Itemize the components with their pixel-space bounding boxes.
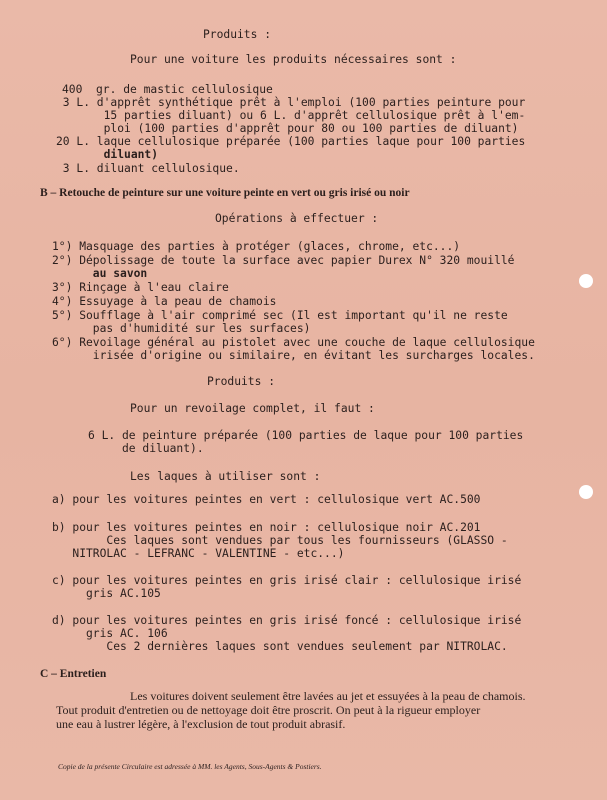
operation-item: 3°) Rinçage à l'eau claire bbox=[52, 281, 229, 294]
laque-item: b) pour les voitures peintes en noir : cellulosique noir AC.201 bbox=[52, 521, 481, 534]
punch-hole-icon bbox=[579, 485, 593, 499]
entretien-text: Les voitures doivent seulement être lavées au jet et essuyées à la peau de chamois. bbox=[130, 689, 526, 703]
product-line: ploi (100 parties d'apprêt pour 80 ou 100 parties de diluant) bbox=[56, 122, 519, 135]
entretien-text: une eau à lustrer légère, à l'exclusion de tout produit abrasif. bbox=[56, 717, 346, 731]
laque-item: NITROLAC - LEFRANC - VALENTINE - etc...) bbox=[52, 547, 345, 560]
operation-item: pas d'humidité sur les surfaces) bbox=[52, 322, 311, 335]
product-line: de diluant). bbox=[88, 442, 204, 455]
produits-heading-1: Produits : bbox=[203, 28, 272, 41]
laque-item: gris AC.105 bbox=[52, 587, 161, 600]
operation-item: 2°) Dépolissage de toute la surface avec papier Durex N° 320 mouillé bbox=[52, 254, 515, 267]
product-line: 3 L. d'apprêt synthétique prêt à l'emploi (100 parties peinture pour bbox=[56, 96, 526, 109]
operation-item: 1°) Masquage des parties à protéger (glaces, chrome, etc...) bbox=[52, 240, 461, 253]
intro-text-2: Pour un revoilage complet, il faut : bbox=[130, 402, 375, 415]
operations-heading: Opérations à effectuer : bbox=[215, 212, 379, 225]
laque-item: gris AC. 106 bbox=[52, 627, 168, 640]
operation-item: 4°) Essuyage à la peau de chamois bbox=[52, 295, 277, 308]
product-line: diluant) bbox=[56, 148, 159, 161]
product-line: 20 L. laque cellulosique préparée (100 parties laque pour 100 parties bbox=[56, 135, 526, 148]
footer-note: Copie de la présente Circulaire est adressée à MM. les Agents, Sous-Agents & Postiers. bbox=[58, 762, 322, 771]
section-c-title: C – Entretien bbox=[40, 668, 107, 680]
laque-item: Ces laques sont vendues par tous les fournisseurs (GLASSO - bbox=[52, 534, 508, 547]
operation-item: irisée d'origine ou similaire, en évitant les surcharges locales. bbox=[52, 349, 535, 362]
laques-heading: Les laques à utiliser sont : bbox=[130, 470, 321, 483]
product-line: 6 L. de peinture préparée (100 parties de laque pour 100 parties bbox=[88, 429, 524, 442]
laque-item: Ces 2 dernières laques sont vendues seulement par NITROLAC. bbox=[52, 640, 508, 653]
product-line: 3 L. diluant cellulosique. bbox=[56, 162, 240, 175]
produits-heading-2: Produits : bbox=[207, 375, 276, 388]
intro-text-1: Pour une voiture les produits nécessaires sont : bbox=[130, 53, 457, 66]
product-line: 15 parties diluant) ou 6 L. d'apprêt cellulosique prêt à l'em- bbox=[56, 109, 526, 122]
operation-item: 5°) Soufflage à l'air comprimé sec (Il est important qu'il ne reste bbox=[52, 309, 508, 322]
laque-item: d) pour les voitures peintes en gris irisé foncé : cellulosique irisé bbox=[52, 614, 522, 627]
product-line: 400 gr. de mastic cellulosique bbox=[62, 83, 273, 96]
laque-item: a) pour les voitures peintes en vert : cellulosique vert AC.500 bbox=[52, 493, 481, 506]
operation-item: au savon bbox=[52, 267, 148, 280]
punch-hole-icon bbox=[579, 274, 593, 288]
section-b-title: B – Retouche de peinture sur une voiture peinte en vert ou gris irisé ou noir bbox=[40, 187, 410, 199]
entretien-text: Tout produit d'entretien ou de nettoyage doit être proscrit. On peut à la rigueur employer bbox=[56, 703, 481, 717]
laque-item: c) pour les voitures peintes en gris irisé clair : cellulosique irisé bbox=[52, 574, 522, 587]
operation-item: 6°) Revoilage général au pistolet avec une couche de laque cellulosique bbox=[52, 336, 535, 349]
